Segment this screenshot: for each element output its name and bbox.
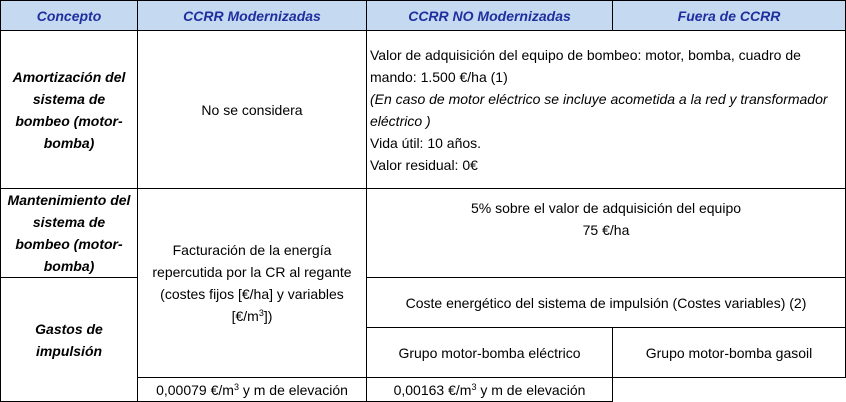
header-fuera-ccrr: Fuera de CCRR — [613, 1, 846, 31]
valor-gasoil-pre: 0,00163 €/m — [393, 381, 472, 398]
facturacion-text: Facturación de la energía repercutida por la CR al regante (costes fijos [€/ha] y variables [€/m — [152, 242, 352, 324]
valor-electrico-sup: 3 — [233, 381, 239, 392]
facturacion-tail: ]) — [263, 308, 273, 324]
concept-gastos-impulsion: Gastos de impulsión — [1, 278, 138, 402]
valor-electrico-pre: 0,00079 €/m — [156, 381, 234, 398]
amortizacion-valor-adquisicion: Valor de adquisición del equipo de bombeo: motor, bomba, cuadro de mando: 1.500 €/ha (1) — [370, 46, 801, 85]
valor-electrico-cell — [138, 378, 367, 402]
header-concepto: Concepto — [1, 1, 138, 31]
grupo-gasoil: Grupo motor-bomba gasoil — [613, 328, 846, 378]
amortizacion-nota-motor: (En caso de motor eléctrico se incluye acometida a la red y transformador eléctrico ) — [370, 90, 828, 129]
valor-gasoil-cell — [367, 378, 613, 402]
valor-gasoil-sup: 3 — [471, 381, 477, 392]
table-row-amortizacion — [1, 31, 846, 189]
mantenimiento-valor-cell — [367, 189, 846, 278]
header-ccrr-modernizadas: CCRR Modernizadas — [138, 1, 367, 31]
header-row — [1, 1, 846, 31]
amortizacion-valor-residual: Valor residual: 0€ — [370, 156, 478, 173]
amortizacion-vida-util: Vida útil: 10 años. — [370, 134, 482, 151]
amortizacion-valor-cell — [367, 31, 846, 189]
header-ccrr-no-modernizadas: CCRR NO Modernizadas — [367, 1, 613, 31]
amortizacion-modernizadas: No se considera — [138, 31, 367, 189]
concept-mantenimiento: Mantenimiento del sistema de bombeo (motor-bomba) — [1, 189, 138, 278]
coste-energetico: Coste energético del sistema de impulsión (Costes variables) (2) — [367, 278, 846, 328]
mantenimiento-importe: 75 €/ha — [582, 222, 630, 238]
table-row-mantenimiento — [1, 189, 846, 278]
valor-gasoil-post: y m de elevación — [476, 381, 586, 398]
table-row-impulsion — [1, 278, 846, 328]
valor-electrico-post: y m de elevación — [238, 381, 348, 398]
concept-amortizacion: Amortización del sistema de bombeo (motor-bomba) — [1, 31, 138, 189]
mantenimiento-porcentaje: 5% sobre el valor de adquisición del equipo — [470, 200, 742, 216]
facturacion-sup: 3 — [258, 308, 264, 318]
facturacion-energia-cell — [138, 189, 367, 378]
grupo-electrico: Grupo motor-bomba eléctrico — [367, 328, 613, 378]
